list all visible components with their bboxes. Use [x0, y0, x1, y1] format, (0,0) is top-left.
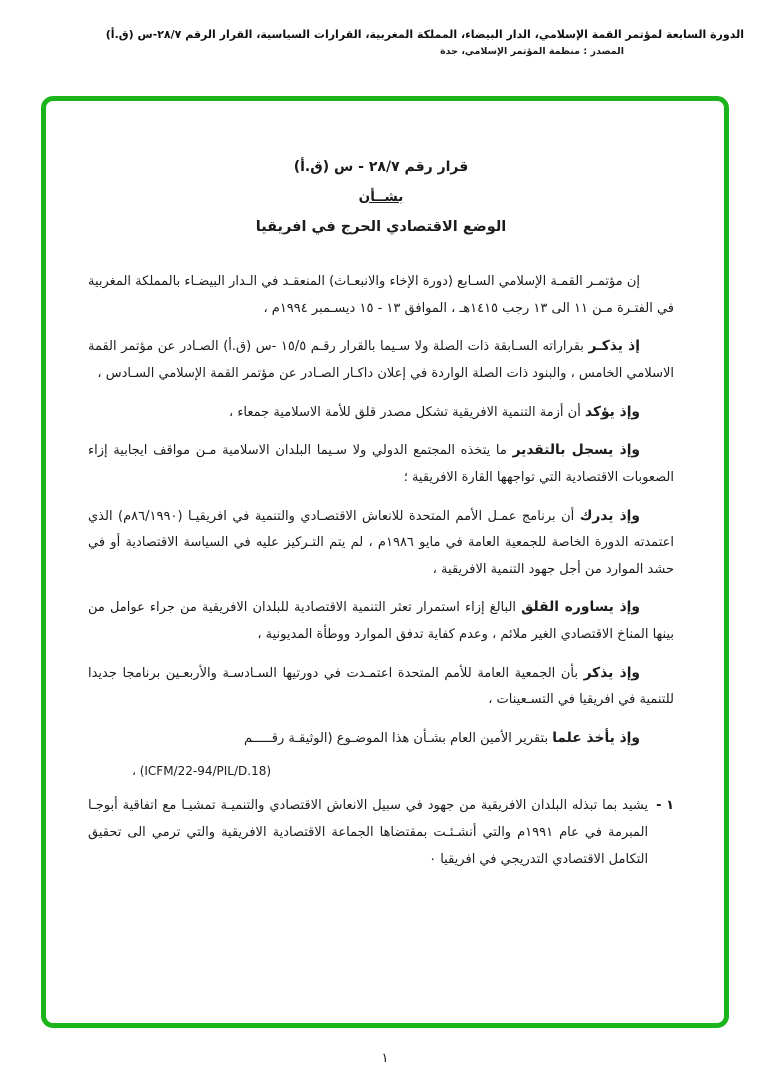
- clause-text: بتقرير الأمين العام بشـأن هذا الموضـوع (الوثيقـة رقـــــم: [244, 731, 549, 747]
- clause-paragraph: [88, 659, 674, 714]
- clause-paragraph: [88, 398, 674, 427]
- clause-lead: وإذ يساوره القلق: [521, 599, 640, 616]
- clause-text: ما يتخذه المجتمع الدولي ولا سـيما البلدان الاسلامية مـن مواقف ايجابية إزاء الصعوبات الاقتصادية التي تواجهها القارة الافريقية ؛: [88, 443, 674, 485]
- clause-text: أن أزمة التنمية الافريقية تشكل مصدر قلق للأمة الاسلامية جمعاء ،: [228, 404, 581, 420]
- header-source: المصدر : منظمة المؤتمر الإسلامي، جدة: [440, 46, 624, 57]
- clause-text: بقراراته السـابقة ذات الصلة ولا سـيما بالقرار رقـم ١٥/٥ -س (ق.أ) الصـادر عن مؤتمر القمة الاسلامي الخامس ، والبنود ذات الصلة الواردة في إعلان داكـار الصـادر عن مؤتمر القمة الإسلامي السـادس ،: [88, 339, 674, 381]
- clause-paragraph: [88, 724, 674, 753]
- clause-paragraph: [88, 502, 674, 584]
- clause-paragraph: [88, 332, 674, 387]
- clause-lead: وإذ يؤكد: [584, 403, 640, 420]
- clause-lead: وإذ يدرك: [579, 507, 640, 524]
- clause-text: أن برنامج عمـل الأمم المتحدة للانعاش الاقتصـادي والتنمية في افريقيـا (٨٦/١٩٩٠م) الذي اعتمدته الدورة الخاصة للجمعية العامة في مايو ١٩٨٦م ، لم يتم التـركيز عليه في السياسة الاقتصادية أو في حشد الموارد من أجل جهود التنمية الافريقية ،: [88, 508, 674, 577]
- resolution-subject: الوضع الاقتصادي الحرج في افريقيا: [255, 219, 507, 236]
- clause-paragraph: [88, 436, 674, 491]
- clause-text: بأن الجمعية العامة للأمم المتحدة اعتمـدت في دورتيها السـادسـة والأربعـين برنامجا جديدا للتنمية في افريقيا في التسـعينات ،: [88, 665, 674, 708]
- document-frame: [41, 96, 729, 1028]
- document-header: [26, 28, 744, 57]
- clause-text: البالغ إزاء استمرار تعثر التنمية الاقتصادية للبلدان الافريقية من جراء عوامل من بينها المناخ الاقتصادي الغير ملائم ، وعدم كفاية تدفق الموارد ووطأة المديونية ،: [88, 600, 674, 643]
- page-number: ١: [381, 1051, 389, 1066]
- clause-lead: إذ يذكـر: [588, 338, 640, 355]
- clause-lead: وإذ يأخذ علما: [552, 730, 640, 747]
- clause-paragraph: [88, 593, 674, 648]
- page-footer: [0, 1047, 770, 1066]
- operative-item: [88, 793, 674, 873]
- resolution-number: قرار رقم ٢٨/٧ - س (ق.أ): [293, 159, 469, 175]
- title-regarding: بشــأن: [358, 188, 404, 205]
- item-number: ١ -: [656, 798, 674, 814]
- clause-lead: وإذ يسجل بالتقدير: [512, 442, 641, 459]
- header-citation: الدورة السابعة لمؤتمر القمة الإسلامي، الدار البيضاء، المملكة المغربية، القرارات السياسية، القرار الرقم ٢٨/٧-س (ق.أ): [105, 28, 744, 41]
- item-text: يشيد بما تبذله البلدان الافريقية من جهود في سبيل الانعاش الاقتصادي والتنميـة تمشيـا مع اتفاقية أبوجـا المبرمة في عام ١٩٩١م والتي أنشـئـت بمقتضاها الجماعة الاقتصادية الافريقية والتي ترمي الى تحقيق التكامل الاقتصادي التدريجي في افريقيا ٠: [88, 798, 649, 867]
- document-body: [46, 101, 724, 1023]
- preamble-paragraph: إن مؤتمـر القمـة الإسلامي السـابع (دورة الإخاء والانبعـاث) المنعقـد في الـدار البيضـاء بالمملكة المغربية في الفتـرة مـن ١١ الى ١٣ رجب ١٤١٥هـ ، الموافق ١٣ - ١٥ ديسـمبر ١٩٩٤م ،: [88, 274, 674, 316]
- title-block: [88, 153, 674, 243]
- document-reference: (ICFM/22-94/PIL/D.18) ،: [132, 763, 272, 778]
- clause-lead: وإذ يذكر: [583, 664, 640, 681]
